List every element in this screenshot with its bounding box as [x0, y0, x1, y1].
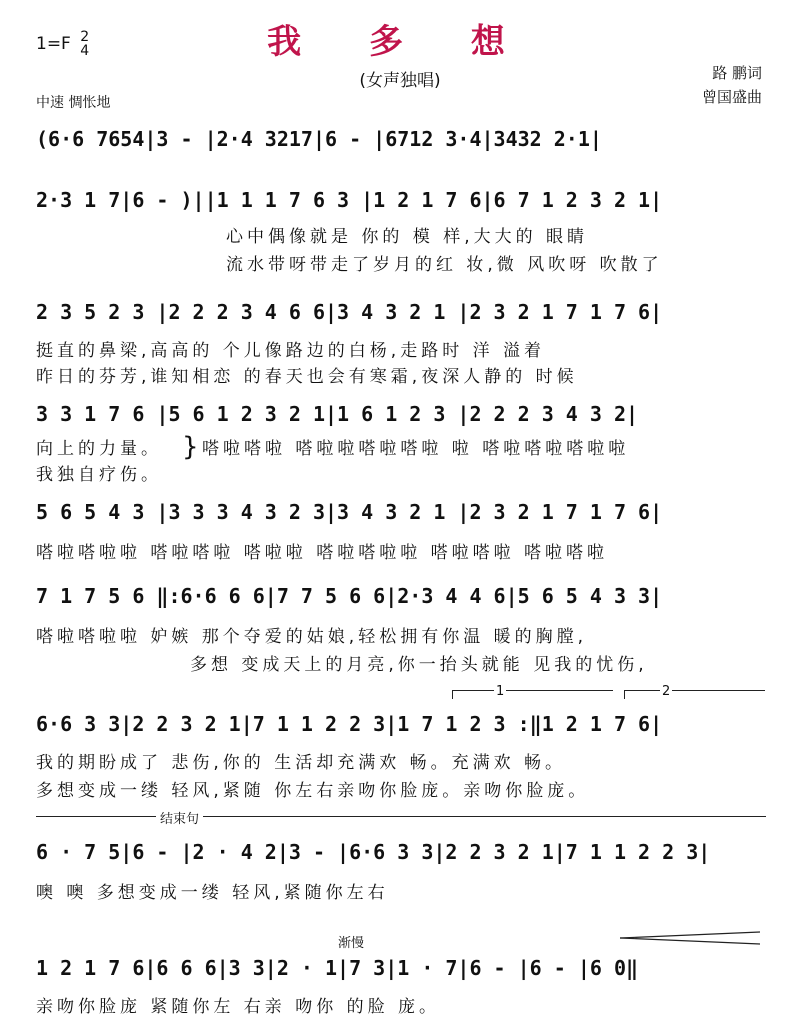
rit-label: 渐慢 [338, 936, 365, 951]
key-signature: 1=F 2 4 [36, 29, 90, 59]
coda-line [36, 816, 766, 817]
lyric-line-2a: 心中偶像就是 你的 模 样,大大的 眼睛 [226, 227, 589, 247]
lyric-line-7a: 我的期盼成了 悲伤,你的 生活却充满欢 畅。充满欢 畅。 [36, 753, 567, 773]
time-sig-top: 2 [80, 29, 90, 45]
notation-line-8: 6 · 7 5|6 - |2 · 4 2|3 - |6·6 3 3|2 2 3 2 1|7 1 1 2 2 3| [36, 840, 711, 864]
volta-bracket-2 [624, 690, 765, 699]
notation-line-1: (6·6 7654|3 - |2·4 3217|6 - |6712 3·4|3432 2·1| [36, 127, 602, 151]
lyric-line-9: 亲吻你脸庞 紧随你左 右亲 吻你 的脸 庞。 [36, 997, 441, 1017]
decrescendo-mark [620, 930, 760, 946]
composer-credit: 曾国盛曲 [701, 88, 762, 106]
lyric-line-8: 噢 噢 多想变成一缕 轻风,紧随你左右 [36, 883, 389, 903]
notation-line-4: 3 3 1 7 6 |5 6 1 2 3 2 1|1 6 1 2 3 |2 2 2 3 4 3 2| [36, 402, 639, 426]
notation-line-9: 1 2 1 7 6|6 6 6|3 3|2 · 1|7 3|1 · 7|6 - |6 - |6 0‖ [36, 956, 639, 980]
lyric-line-3a: 挺直的鼻梁,高高的 个儿像路边的白杨,走路时 洋 溢着 [36, 341, 546, 361]
time-sig-bottom: 4 [80, 43, 90, 59]
lyric-line-6a: 嗒啦嗒啦啦 妒嫉 那个夺爱的姑娘,轻松拥有你温 暖的胸膛, [36, 627, 588, 647]
lyric-line-7b: 多想变成一缕 轻风,紧随 你左右亲吻你脸庞。亲吻你脸庞。 [36, 781, 590, 801]
tempo-marking: 中速 惆怅地 [36, 95, 111, 111]
song-subtitle: (女声独唱) [359, 71, 441, 91]
lyric-line-4b: 我独自疗伤。 [36, 465, 162, 485]
volta-1-label: 1 [496, 684, 505, 699]
brace: } [182, 432, 199, 462]
notation-line-5: 5 6 5 4 3 |3 3 3 4 3 2 3|3 4 3 2 1 |2 3 2 1 7 1 7 6| [36, 500, 663, 524]
notation-line-3: 2 3 5 2 3 |2 2 2 3 4 6 6|3 4 3 2 1 |2 3 2 1 7 1 7 6| [36, 300, 663, 324]
notation-line-2: 2·3 1 7|6 - )||1 1 1 7 6 3 |1 2 1 7 6|6 7 1 2 3 2 1| [36, 188, 663, 212]
coda-label: 结束句 [156, 808, 203, 827]
volta-2-label: 2 [662, 684, 671, 699]
notation-line-7: 6·6 3 3|2 2 3 2 1|7 1 1 2 2 3|1 7 1 2 3 :‖1 2 1 7 6| [36, 712, 663, 736]
lyric-line-3b: 昨日的芬芳,谁知相恋 的春天也会有寒霜,夜深人静的 时候 [36, 367, 578, 387]
volta-bracket-1 [452, 690, 613, 699]
lyric-line-2b: 流水带呀带走了岁月的红 妆,微 风吹呀 吹散了 [226, 255, 663, 275]
lyric-line-5: 嗒啦嗒啦啦 嗒啦嗒啦 嗒啦啦 嗒啦嗒啦啦 嗒啦嗒啦 嗒啦嗒啦 [36, 543, 609, 563]
song-title: 我 多 想 [267, 22, 533, 62]
lyric-line-4a: 向上的力量。 [36, 439, 162, 459]
notation-line-6: 7 1 7 5 6 ‖:6·6 6 6|7 7 5 6 6|2·3 4 4 6|5 6 5 4 3 3| [36, 584, 663, 608]
lyricist-credit: 路 鹏词 [712, 64, 762, 82]
lyric-line-4c: 嗒啦嗒啦 嗒啦啦嗒啦嗒啦 啦 嗒啦嗒啦嗒啦啦 [202, 439, 630, 459]
lyric-line-6b: 多想 变成天上的月亮,你一抬头就能 见我的忧伤, [190, 655, 648, 675]
